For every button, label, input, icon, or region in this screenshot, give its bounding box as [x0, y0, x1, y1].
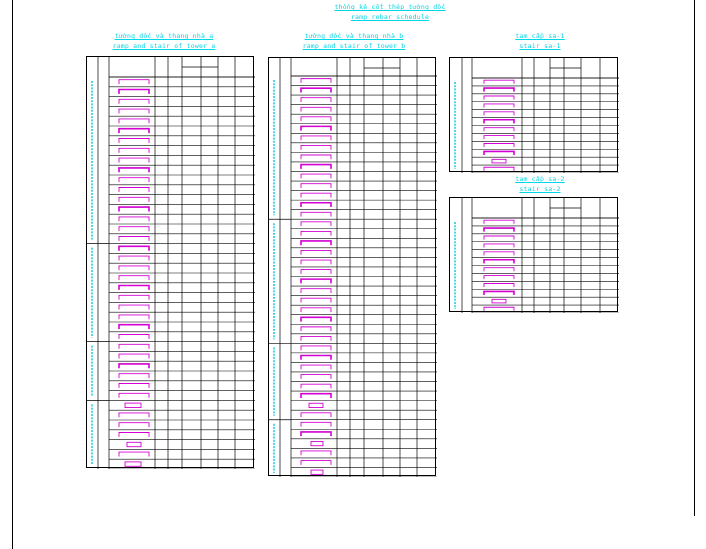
- rebar-shape-mark: [484, 167, 514, 171]
- rebar-shape-mark: [119, 138, 149, 142]
- rebar-shape-hook: [301, 88, 331, 92]
- rebar-shape-mark: [119, 187, 149, 191]
- rebar-shape-mark: [301, 375, 331, 379]
- rebar-shape-mark: [311, 441, 323, 445]
- table-grid: [450, 58, 619, 173]
- rebar-shape-mark: [484, 244, 514, 248]
- rebar-shape-mark: [484, 136, 514, 140]
- rebar-shape-mark: [484, 236, 514, 240]
- rebar-shape-hook: [484, 291, 514, 295]
- rebar-shape-hook: [119, 236, 149, 240]
- rebar-shape-hook: [119, 80, 149, 84]
- rebar-shape-hook: [301, 117, 331, 121]
- rebar-shape-hook: [119, 344, 149, 348]
- rebar-shape-mark: [484, 268, 514, 272]
- rebar-shape-mark: [301, 126, 331, 130]
- rebar-shape-hook: [119, 109, 149, 113]
- rebar-shape-mark: [301, 98, 331, 102]
- rebar-shape-mark: [119, 452, 149, 456]
- rebar-shape-hook: [119, 423, 149, 427]
- rebar-shape-mark: [301, 432, 331, 436]
- rebar-shape-mark: [484, 276, 514, 280]
- rebar-shape-mark: [119, 148, 149, 152]
- rebar-shape-hook: [301, 327, 331, 331]
- rebar-shape-hook: [119, 393, 149, 397]
- rebar-shape-mark: [127, 442, 141, 446]
- rebar-shape-mark: [119, 344, 149, 348]
- rebar-shape-hook: [484, 167, 514, 171]
- rebar-shape-hook: [119, 374, 149, 378]
- rebar-shape-mark: [119, 246, 149, 250]
- rebar-shape-hook: [301, 365, 331, 369]
- rebar-shape-hook: [484, 80, 514, 84]
- rebar-shape-hook: [119, 138, 149, 142]
- drawing-frame-right: [694, 0, 695, 516]
- table-b-title-vn: tường dốc và thang nhà b: [304, 32, 404, 40]
- table-sa2-title-en: stair sa-2: [519, 185, 561, 193]
- rebar-shape-mark: [119, 89, 149, 93]
- rebar-shape-hook: [484, 112, 514, 116]
- rebar-shape-mark: [119, 423, 149, 427]
- rebar-shape-hook: [301, 260, 331, 264]
- table-a-title-vn: tường dốc và thang nhà a: [114, 32, 214, 40]
- rebar-shape-mark: [301, 145, 331, 149]
- rebar-shape-hook: [119, 354, 149, 358]
- rebar-shape-mark: [301, 174, 331, 178]
- rebar-shape-hook: [119, 168, 149, 172]
- rebar-shape-mark: [119, 364, 149, 368]
- table-grid: [87, 57, 255, 469]
- rebar-shape-hook: [301, 384, 331, 388]
- rebar-shape-hook: [301, 270, 331, 274]
- rebar-shape-hook: [119, 266, 149, 270]
- rebar-shape-mark: [119, 158, 149, 162]
- rebar-shape-mark: [301, 298, 331, 302]
- table-grid: [269, 58, 437, 477]
- rebar-shape-box: [492, 299, 506, 303]
- table-a-title-en: ramp and stair of tower a: [112, 42, 216, 50]
- rebar-shape-hook: [301, 394, 331, 398]
- rebar-shape-hook: [484, 284, 514, 288]
- rebar-shape-hook: [301, 308, 331, 312]
- rebar-shape-mark: [119, 383, 149, 387]
- rebar-shape-hook: [301, 174, 331, 178]
- rebar-shape-mark: [484, 252, 514, 256]
- rebar-shape-mark: [125, 403, 141, 407]
- rebar-shape-hook: [119, 256, 149, 260]
- rebar-shape-mark: [301, 79, 331, 83]
- rebar-shape-mark: [484, 228, 514, 232]
- rebar-shape-hook: [301, 165, 331, 169]
- rebar-shape-box: [309, 403, 323, 407]
- rebar-shape-hook: [301, 317, 331, 321]
- rebar-shape-hook: [484, 144, 514, 148]
- rebar-shape-mark: [301, 222, 331, 226]
- rebar-shape-mark: [484, 128, 514, 132]
- rebar-shape-hook: [484, 96, 514, 100]
- rebar-shape-hook: [119, 89, 149, 93]
- rebar-shape-mark: [301, 356, 331, 360]
- rebar-shape-box: [311, 470, 323, 474]
- rebar-shape-mark: [301, 451, 331, 455]
- rebar-shape-hook: [301, 298, 331, 302]
- rebar-shape-hook: [119, 148, 149, 152]
- rebar-shape-mark: [301, 317, 331, 321]
- rebar-shape-mark: [119, 393, 149, 397]
- rebar-shape-hook: [119, 217, 149, 221]
- rebar-shape-box: [492, 159, 506, 163]
- rebar-shape-hook: [301, 107, 331, 111]
- rebar-shape-box: [127, 442, 141, 446]
- rebar-shape-hook: [301, 461, 331, 465]
- table-grid: [450, 198, 619, 313]
- rebar-shape-hook: [301, 193, 331, 197]
- rebar-shape-hook: [119, 325, 149, 329]
- rebar-shape-mark: [301, 270, 331, 274]
- rebar-shape-mark: [311, 470, 323, 474]
- rebar-shape-hook: [301, 336, 331, 340]
- main-title: thống kê cốt thép tường dốc: [334, 3, 446, 11]
- rebar-shape-hook: [484, 220, 514, 224]
- rebar-shape-mark: [301, 117, 331, 121]
- rebar-shape-mark: [119, 285, 149, 289]
- main-subtitle: ramp rebar schedule: [350, 13, 430, 21]
- rebar-shape-mark: [492, 159, 506, 163]
- rebar-shape-mark: [301, 279, 331, 283]
- rebar-shape-mark: [484, 307, 514, 311]
- rebar-shape-mark: [119, 266, 149, 270]
- rebar-shape-mark: [484, 291, 514, 295]
- rebar-shape-mark: [301, 212, 331, 216]
- rebar-shape-mark: [119, 354, 149, 358]
- rebar-shape-hook: [301, 231, 331, 235]
- rebar-shape-hook: [119, 129, 149, 133]
- rebar-shape-mark: [301, 260, 331, 264]
- rebar-shape-mark: [119, 227, 149, 231]
- rebar-shape-mark: [484, 260, 514, 264]
- rebar-shape-mark: [301, 155, 331, 159]
- schedule-table-tower-b: [268, 57, 436, 476]
- rebar-shape-hook: [484, 120, 514, 124]
- rebar-shape-mark: [484, 96, 514, 100]
- rebar-shape-mark: [119, 305, 149, 309]
- rebar-shape-hook: [119, 178, 149, 182]
- rebar-shape-hook: [301, 212, 331, 216]
- rebar-shape-hook: [119, 246, 149, 250]
- rebar-shape-mark: [119, 295, 149, 299]
- rebar-shape-mark: [119, 374, 149, 378]
- rebar-shape-hook: [301, 451, 331, 455]
- rebar-shape-box: [125, 462, 141, 466]
- rebar-shape-hook: [301, 136, 331, 140]
- rebar-shape-hook: [484, 88, 514, 92]
- rebar-shape-hook: [484, 228, 514, 232]
- rebar-shape-mark: [484, 104, 514, 108]
- rebar-shape-mark: [301, 346, 331, 350]
- rebar-shape-hook: [119, 334, 149, 338]
- rebar-shape-hook: [119, 207, 149, 211]
- rebar-shape-hook: [119, 227, 149, 231]
- rebar-shape-mark: [301, 203, 331, 207]
- rebar-shape-hook: [119, 187, 149, 191]
- rebar-shape-hook: [119, 383, 149, 387]
- rebar-shape-mark: [301, 461, 331, 465]
- rebar-shape-mark: [301, 136, 331, 140]
- rebar-shape-hook: [301, 79, 331, 83]
- rebar-shape-hook: [484, 104, 514, 108]
- rebar-shape-hook: [484, 136, 514, 140]
- rebar-shape-hook: [301, 203, 331, 207]
- rebar-shape-mark: [119, 217, 149, 221]
- rebar-shape-mark: [119, 197, 149, 201]
- rebar-shape-hook: [484, 252, 514, 256]
- rebar-shape-mark: [301, 394, 331, 398]
- rebar-shape-mark: [309, 403, 323, 407]
- rebar-shape-hook: [484, 268, 514, 272]
- rebar-shape-hook: [119, 158, 149, 162]
- rebar-shape-hook: [484, 260, 514, 264]
- schedule-table-sa-2: [449, 197, 618, 312]
- rebar-shape-hook: [119, 295, 149, 299]
- rebar-shape-mark: [301, 107, 331, 111]
- rebar-shape-mark: [484, 284, 514, 288]
- rebar-shape-mark: [119, 413, 149, 417]
- rebar-shape-mark: [484, 112, 514, 116]
- rebar-shape-hook: [301, 250, 331, 254]
- rebar-shape-hook: [119, 197, 149, 201]
- rebar-shape-hook: [484, 307, 514, 311]
- rebar-shape-mark: [301, 308, 331, 312]
- rebar-shape-hook: [484, 244, 514, 248]
- rebar-shape-hook: [301, 222, 331, 226]
- rebar-shape-hook: [484, 236, 514, 240]
- rebar-shape-mark: [484, 151, 514, 155]
- rebar-shape-mark: [484, 80, 514, 84]
- rebar-shape-mark: [301, 365, 331, 369]
- rebar-shape-hook: [301, 241, 331, 245]
- schedule-table-sa-1: [449, 57, 618, 172]
- table-sa2-title-vn: tam cấp sa-2: [515, 175, 565, 183]
- rebar-shape-hook: [301, 289, 331, 293]
- rebar-shape-mark: [492, 299, 506, 303]
- rebar-shape-mark: [484, 120, 514, 124]
- rebar-shape-mark: [301, 165, 331, 169]
- drawing-frame-left: [12, 0, 13, 549]
- rebar-shape-mark: [119, 315, 149, 319]
- rebar-shape-mark: [119, 276, 149, 280]
- schedule-table-tower-a: [86, 56, 254, 468]
- rebar-shape-hook: [301, 375, 331, 379]
- rebar-shape-mark: [301, 250, 331, 254]
- rebar-shape-mark: [301, 384, 331, 388]
- rebar-shape-mark: [119, 325, 149, 329]
- table-sa1-title-en: stair sa-1: [519, 42, 561, 50]
- rebar-shape-hook: [119, 285, 149, 289]
- rebar-shape-hook: [119, 452, 149, 456]
- rebar-shape-hook: [301, 413, 331, 417]
- rebar-shape-hook: [301, 145, 331, 149]
- rebar-shape-mark: [301, 289, 331, 293]
- rebar-shape-mark: [301, 422, 331, 426]
- rebar-shape-mark: [484, 144, 514, 148]
- rebar-shape-hook: [301, 422, 331, 426]
- rebar-shape-hook: [119, 276, 149, 280]
- rebar-shape-hook: [301, 126, 331, 130]
- rebar-shape-hook: [301, 184, 331, 188]
- rebar-shape-hook: [119, 364, 149, 368]
- rebar-shape-hook: [119, 305, 149, 309]
- rebar-shape-mark: [119, 99, 149, 103]
- rebar-shape-mark: [301, 241, 331, 245]
- rebar-shape-box: [125, 403, 141, 407]
- rebar-shape-mark: [119, 168, 149, 172]
- rebar-shape-mark: [484, 88, 514, 92]
- rebar-shape-mark: [301, 327, 331, 331]
- rebar-shape-box: [311, 441, 323, 445]
- rebar-shape-hook: [484, 151, 514, 155]
- rebar-shape-mark: [119, 236, 149, 240]
- rebar-shape-hook: [301, 432, 331, 436]
- rebar-shape-hook: [484, 276, 514, 280]
- rebar-shape-hook: [119, 432, 149, 436]
- rebar-shape-mark: [119, 334, 149, 338]
- rebar-shape-hook: [119, 99, 149, 103]
- rebar-shape-mark: [119, 207, 149, 211]
- rebar-shape-mark: [119, 256, 149, 260]
- table-b-title-en: ramp and stair of tower b: [302, 42, 406, 50]
- rebar-shape-hook: [301, 98, 331, 102]
- rebar-shape-mark: [301, 231, 331, 235]
- table-sa1-title-vn: tam cấp sa-1: [515, 32, 565, 40]
- rebar-shape-hook: [301, 346, 331, 350]
- rebar-shape-mark: [301, 413, 331, 417]
- rebar-shape-hook: [301, 356, 331, 360]
- rebar-shape-mark: [301, 88, 331, 92]
- rebar-shape-hook: [119, 119, 149, 123]
- rebar-shape-mark: [119, 80, 149, 84]
- rebar-shape-mark: [119, 119, 149, 123]
- rebar-shape-mark: [301, 336, 331, 340]
- rebar-shape-hook: [119, 315, 149, 319]
- rebar-shape-mark: [119, 178, 149, 182]
- rebar-shape-hook: [119, 413, 149, 417]
- rebar-shape-mark: [484, 220, 514, 224]
- rebar-shape-hook: [301, 155, 331, 159]
- rebar-shape-mark: [119, 432, 149, 436]
- rebar-shape-mark: [119, 129, 149, 133]
- rebar-shape-mark: [125, 462, 141, 466]
- rebar-shape-mark: [301, 193, 331, 197]
- rebar-shape-mark: [119, 109, 149, 113]
- rebar-shape-mark: [301, 184, 331, 188]
- rebar-shape-hook: [484, 128, 514, 132]
- rebar-shape-hook: [301, 279, 331, 283]
